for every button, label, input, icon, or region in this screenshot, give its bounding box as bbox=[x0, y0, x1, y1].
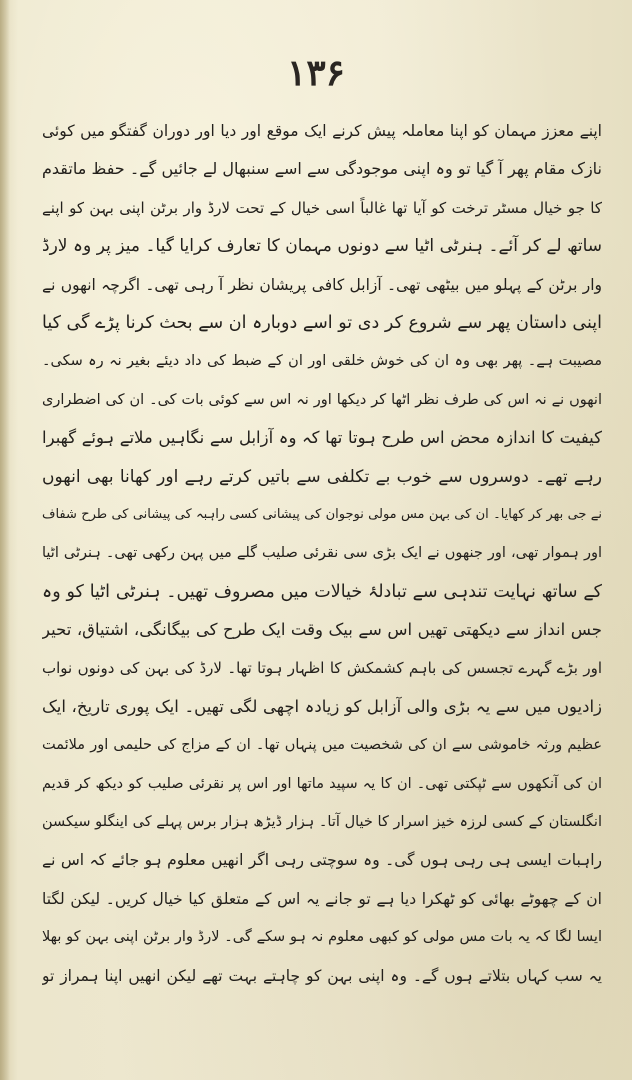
text-line: ان کی آنکھوں سے ٹپکتی تھی۔ ان کا یہ سپید ماتھا اور اس پر نقرئی صلیب کو دیکھ کر قدیم bbox=[42, 775, 602, 792]
text-line: انھوں نے نہ اس کی طرف نظر اٹھا کر دیکھا اور نہ اس سے کوئی بات کی۔ ان کی اضطراری bbox=[42, 391, 602, 408]
text-line: کا جو خیال مسٹر ترخت کو آیا تھا غالباً اسی خیال کے تحت لارڈ وار برٹن اپنی بہن کو اپنے bbox=[42, 198, 602, 217]
page-number: ۱۳۶ bbox=[286, 52, 345, 94]
text-line: نازک مقام پھر آ گیا تو وہ اپنی موجودگی سے اسے سنبھال لے جائیں گے۔ حفظ ماتقدم bbox=[42, 159, 602, 179]
text-line: کے ساتھ نہایت تندہی سے تبادلۂ خیالات میں مصروف تھیں۔ ہنرٹی اٹیا کو وہ bbox=[42, 581, 602, 602]
text-line: مصیبت ہے۔ پھر بھی وہ ان کی خوش خلقی اور ان کے ضبط کی داد دیئے بغیر نہ رہ سکی۔ bbox=[42, 353, 602, 370]
text-line: کیفیت کا اندازہ محض اس طرح ہوتا تھا کہ وہ آزابل سے نگاہیں ملاتے ہوئے گھبرا bbox=[42, 428, 602, 448]
text-line: ایسا لگا کہ یہ بات مس مولی کو کبھی معلوم نہ ہو سکے گی۔ لارڈ وار برٹن اپنی بہن کو بھلا bbox=[42, 929, 602, 946]
text-line: عظیم ورثہ خاموشی سے ان کی شخصیت میں پنہاں تھا۔ ان کے مزاج کی حلیمی اور ملائمت bbox=[42, 737, 602, 754]
text-line: اور ہموار تھی، اور جنھوں نے ایک بڑی سی نقرئی صلیب گلے میں پہن رکھی تھی۔ ہنرٹی اٹیا bbox=[42, 545, 602, 562]
page-binding-shadow bbox=[0, 0, 10, 1080]
text-line: یہ سب کہاں بتلاتے ہوں گے۔ وہ اپنی بہن کو چاہتے بہت تھے لیکن انھیں اپنا ہمراز تو bbox=[42, 966, 602, 985]
text-line: رہے تھے۔ دوسروں سے خوب بے تکلفی سے باتیں کرتے رہے اور کھانا بھی انھوں bbox=[42, 466, 602, 487]
body-text bbox=[42, 112, 602, 995]
text-line: اور بڑے گہرے تجسس کی باہم کشمکش کا اظہار ہوتا تھا۔ لارڈ کی بہن کی دونوں نواب bbox=[42, 659, 602, 678]
text-line: انگلستان کے کسی لرزہ خیز اسرار کا خیال آتا۔ ہزار ڈیڑھ ہزار برس پہلے کی اینگلو سیکسن bbox=[42, 814, 602, 831]
text-line: راہبات ایسی ہی رہی ہوں گی۔ وہ سوچتی رہی اگر انھیں معلوم ہو جائے کہ اس نے bbox=[42, 851, 602, 870]
text-line: جس انداز سے دیکھتی تھیں اس سے بیک وقت ایک طرح کی بیگانگی، اشتیاق، تحیر bbox=[42, 620, 602, 640]
text-line: زادیوں میں سے یہ بڑی والی آزابل کو زیادہ اچھی لگی تھیں۔ ایک پوری تاریخ، ایک bbox=[42, 696, 602, 716]
text-line: اپنی داستان پھر سے شروع کر دی تو اسے دوبارہ ان سے بحث کرنا پڑے گی کیا bbox=[42, 312, 602, 333]
text-line: وار برٹن کے پہلو میں بیٹھی تھی۔ آزابل کافی پریشان نظر آ رہی تھی۔ اگرچہ انھوں نے bbox=[42, 275, 602, 294]
text-line: اپنے معزز مہمان کو اپنا معاملہ پیش کرنے ایک موقع اور دیا اور دوران گفتگو میں کوئی bbox=[42, 122, 602, 140]
text-line: ساتھ لے کر آئے۔ ہنرٹی اٹیا سے دونوں مہمان کا تعارف کرایا گیا۔ میز پر وہ لارڈ bbox=[42, 236, 602, 257]
text-line: نے جی بھر کر کھایا۔ ان کی بہن مس مولی نوجوان کی پیشانی کسی راہبہ کی پیشانی کی طرح شفاف bbox=[42, 506, 602, 522]
text-line: ان کے چھوٹے بھائی کو ٹھکرا دیا ہے تو جانے یہ اس کے متعلق کیا خیال کریں۔ لیکن لگتا bbox=[42, 889, 602, 908]
